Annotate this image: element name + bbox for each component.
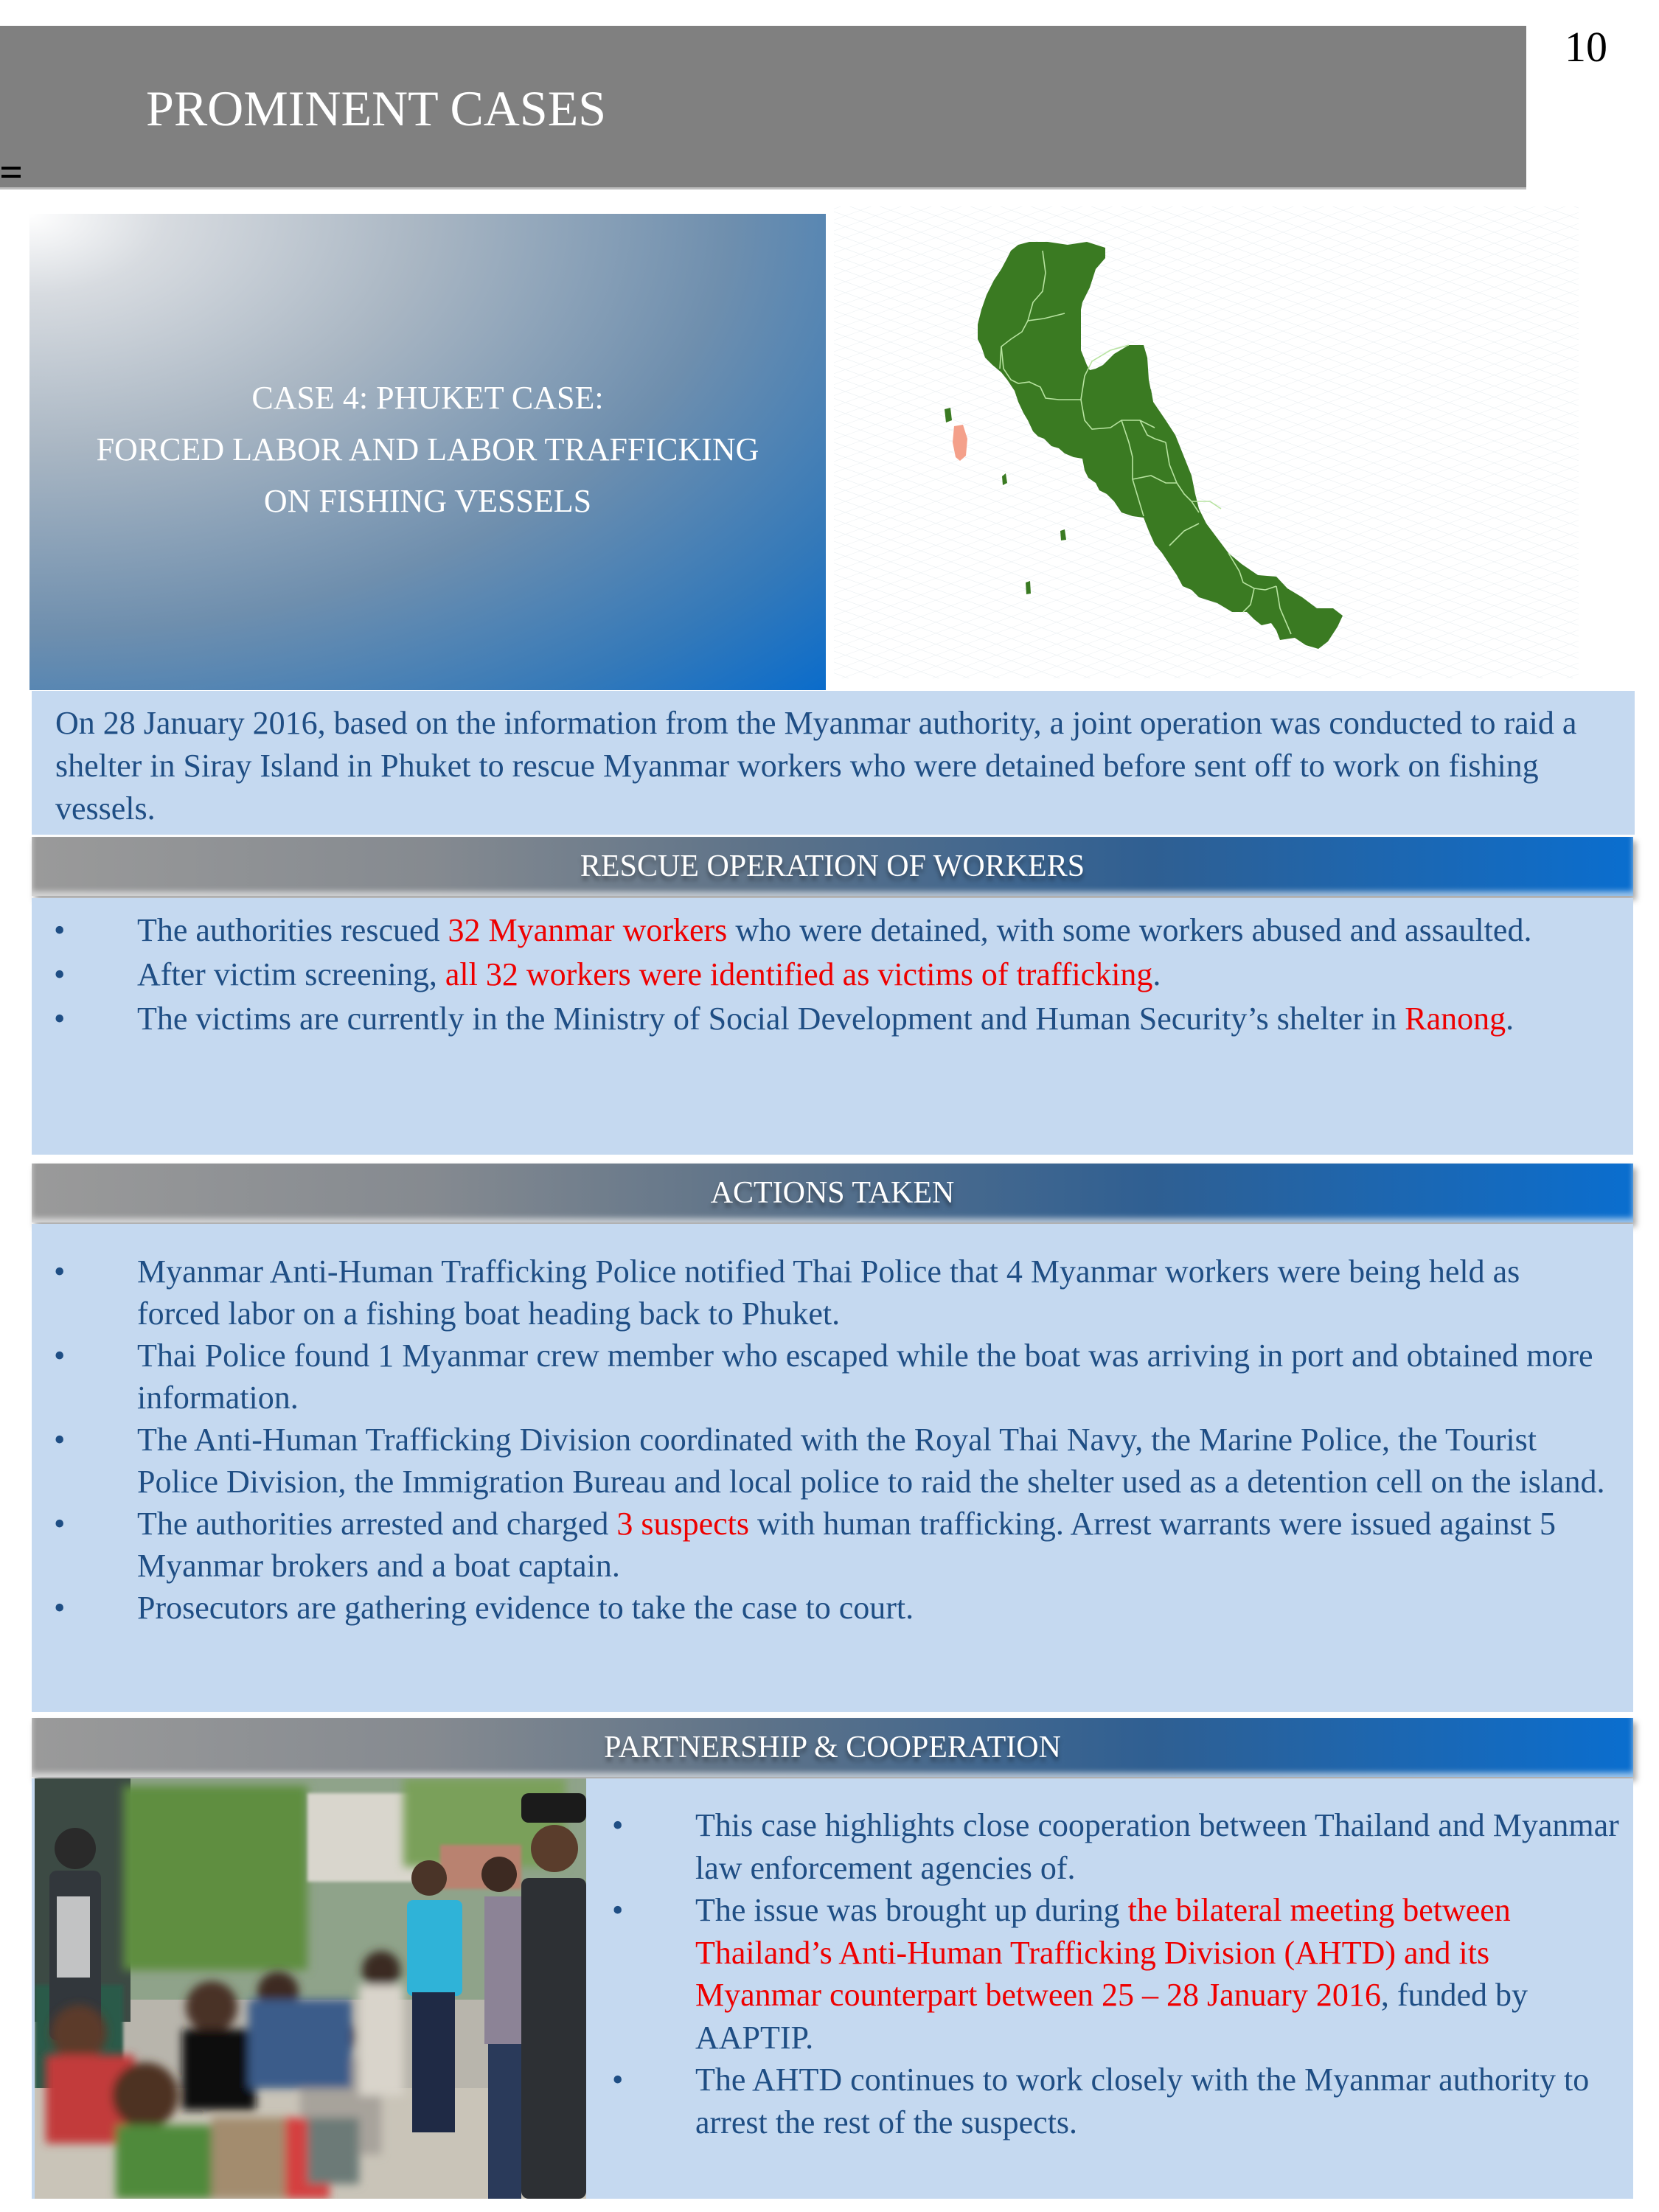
actions-list <box>32 1251 1610 1629</box>
body-text: . <box>1152 956 1161 992</box>
map-graphic <box>830 199 1582 689</box>
body-text: . <box>1506 1001 1514 1037</box>
body-text: The AHTD continues to work closely with the Myanmar authority to arrest the rest of the suspects. <box>695 2062 1590 2140</box>
body-text: , funded by AAPTIP. <box>695 1977 1528 2056</box>
rescue-list-item <box>32 997 1595 1041</box>
body-text: Thai Police found 1 Myanmar crew member who escaped while the boat was arriving in port and obtained more information. <box>137 1338 1593 1416</box>
body-text: The victims are currently in the Ministry of Social Development and Human Security’s shelter in <box>137 1001 1405 1037</box>
rescue-list-item <box>32 908 1595 953</box>
body-text: The authorities arrested and charged <box>137 1506 617 1542</box>
case-title-line-1: CASE 4: PHUKET CASE: <box>251 380 604 416</box>
actions-list-item <box>32 1335 1610 1419</box>
highlighted-text: the bilateral meeting between Thailand’s Anti-Human Trafficking Division (AHTD) and its Myanmar counterpart between 25 – 28 January 2016 <box>695 1892 1511 2013</box>
photo-illustration <box>35 1778 586 2199</box>
highlighted-text: Ranong <box>1405 1001 1506 1037</box>
section-title-rescue: RESCUE OPERATION OF WORKERS <box>580 849 1085 883</box>
body-text: This case highlights close cooperation between Thailand and Myanmar law enforcement agencies of. <box>695 1807 1619 1886</box>
body-text: After victim screening, <box>137 956 445 992</box>
map-island <box>1026 581 1031 594</box>
highlighted-text: all 32 workers were identified as victims of trafficking <box>445 956 1153 992</box>
section-header-actions <box>32 1164 1633 1222</box>
section-title-actions: ACTIONS TAKEN <box>710 1176 955 1210</box>
partnership-list-item <box>590 1804 1622 1889</box>
partnership-list-item <box>590 2059 1622 2143</box>
section-header-partnership <box>32 1718 1633 1777</box>
partnership-list-item <box>590 1889 1622 2059</box>
body-text: The authorities rescued <box>137 912 448 948</box>
rescue-list <box>32 908 1595 1041</box>
partnership-list <box>590 1804 1622 2143</box>
body-text: Myanmar Anti-Human Trafficking Police notified Thai Police that 4 Myanmar workers were being held as forced labor on a fishing boat heading back to Phuket. <box>137 1253 1520 1332</box>
rescue-list-item <box>32 953 1595 997</box>
body-text: with human trafficking. Arrest warrants were issued against 5 Myanmar brokers and a boat captain. <box>137 1506 1557 1584</box>
map-background-hatch-cross <box>834 206 1579 678</box>
body-text: The Anti-Human Trafficking Division coordinated with the Royal Thai Navy, the Marine Police, the Tourist Police Division, the Immigration Bureau and local police to raid the shelter used as a detention cell on the island. <box>137 1422 1605 1500</box>
stray-mark-decoration <box>1 167 21 189</box>
case-title <box>29 372 826 527</box>
page-number: 10 <box>1565 23 1607 71</box>
case-title-line-3: ON FISHING VESSELS <box>263 483 592 519</box>
highlighted-text: 32 Myanmar workers <box>448 912 728 948</box>
body-text: Prosecutors are gathering evidence to take the case to court. <box>137 1590 914 1626</box>
case-title-line-2: FORCED LABOR AND LABOR TRAFFICKING <box>96 431 759 467</box>
intro-paragraph: On 28 January 2016, based on the information from the Myanmar authority, a joint operation was conducted to raid a shelter in Siray Island in Phuket to rescue Myanmar workers who were detained before sent off to work on fishing vessels. <box>55 705 1577 827</box>
southern-thailand-map <box>830 199 1582 689</box>
actions-list-item <box>32 1251 1610 1335</box>
highlighted-text: 3 suspects <box>616 1506 750 1542</box>
actions-list-item <box>32 1419 1610 1503</box>
page-title: PROMINENT CASES <box>146 80 607 136</box>
body-text: who were detained, with some workers abused and assaulted. <box>727 912 1532 948</box>
section-header-rescue <box>32 837 1633 896</box>
rescue-operation-photo <box>35 1778 586 2199</box>
actions-list-item <box>32 1503 1610 1587</box>
body-text: The issue was brought up during <box>695 1892 1128 1928</box>
section-title-partnership: PARTNERSHIP & COOPERATION <box>604 1731 1061 1764</box>
actions-list-item <box>32 1587 1610 1629</box>
